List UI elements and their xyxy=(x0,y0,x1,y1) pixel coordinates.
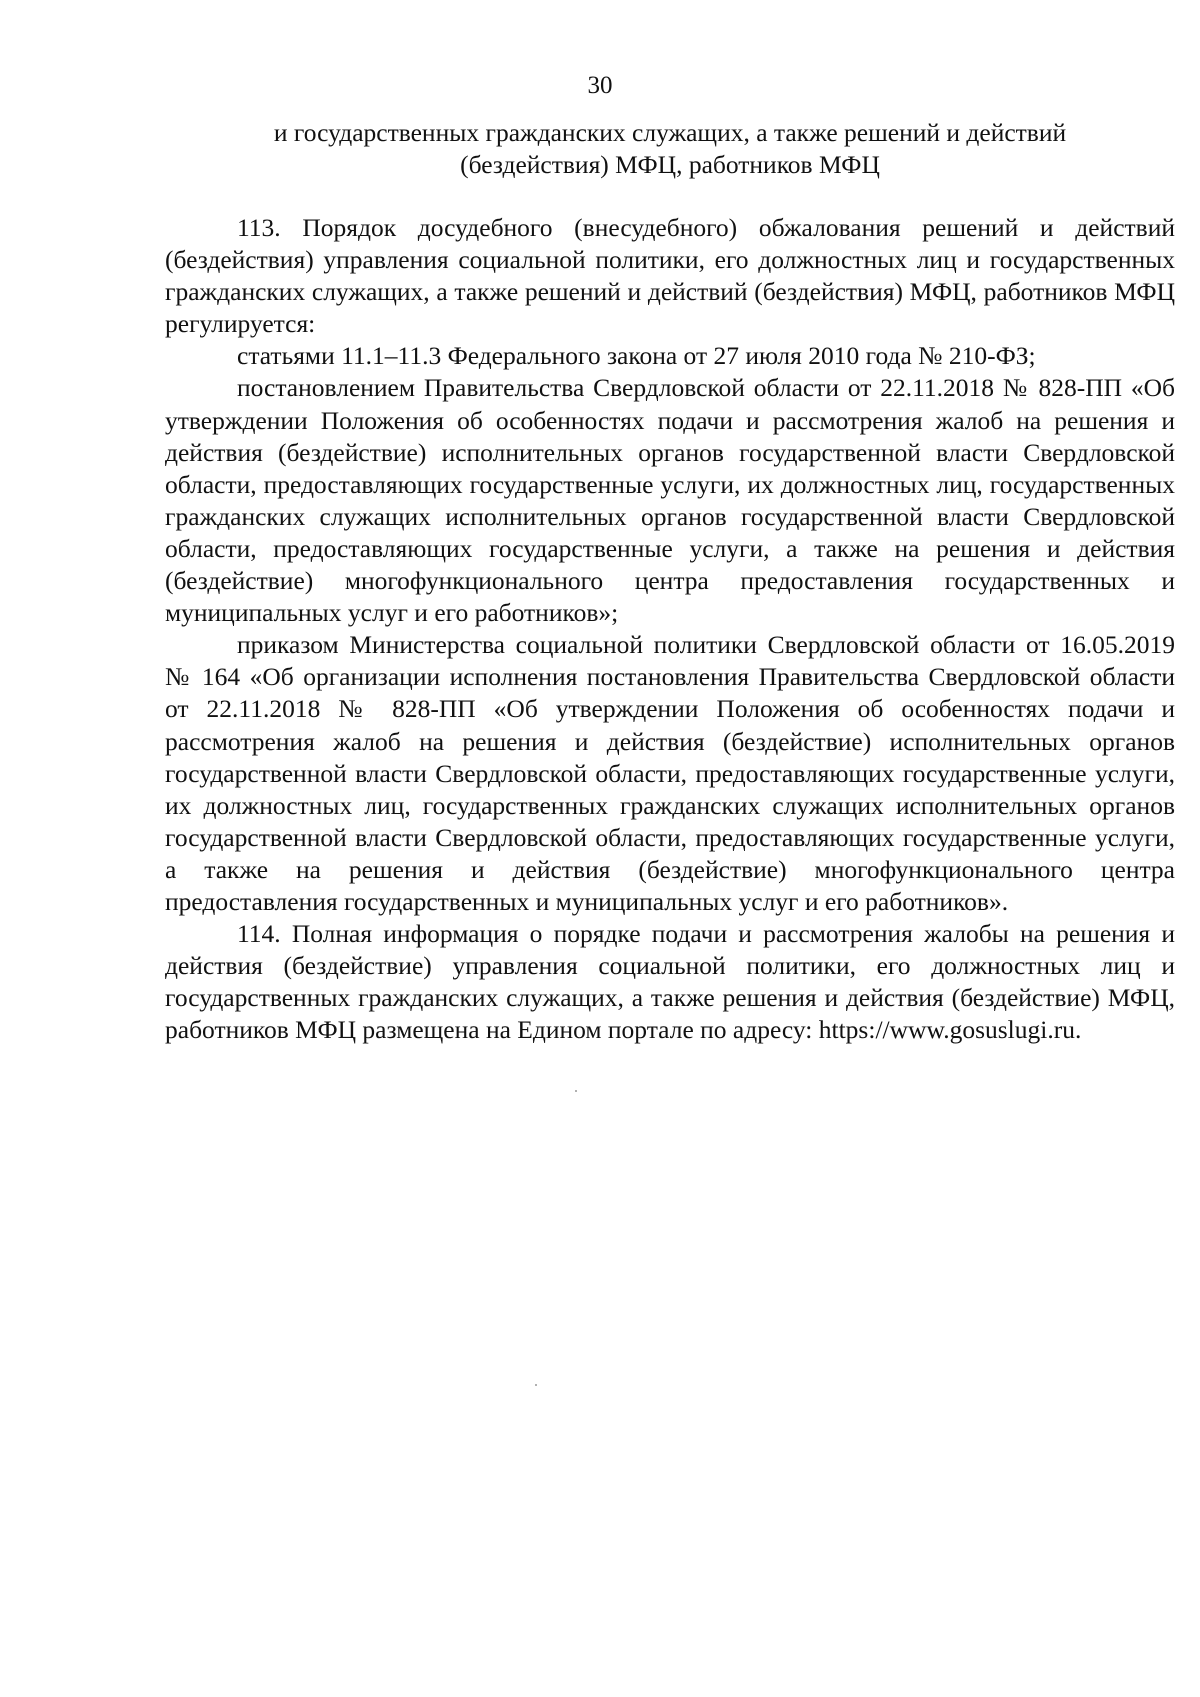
page-number: 30 xyxy=(587,72,613,99)
heading-line-1: и государственных гражданских служащих, а также решений и действий xyxy=(273,118,1067,147)
paragraph-114: 114. Полная информация о порядке подачи и рассмотрения жалобы на решения и действия (бездействие) управления социальной политики, его должностных лиц и государственных гражданских служащих, а также решения и действия (бездействие) МФЦ, работников МФЦ размещена на Едином портале по адресу: https://www.gosuslugi.ru. xyxy=(165,919,1175,1045)
scan-speck xyxy=(575,1090,577,1092)
paragraph-113: 113. Порядок досудебного (внесудебного) обжалования решений и действий (бездействия) управления социальной политики, его должностных лиц и государственных гражданских служащих, а также решений и действий (бездействия) МФЦ, работников МФЦ регулируется: xyxy=(165,213,1175,339)
section-heading xyxy=(165,117,1175,181)
heading-line-2: (бездействия) МФЦ, работников МФЦ xyxy=(460,150,880,179)
paragraph-government-resolution: постановлением Правительства Свердловской области от 22.11.2018 № 828-ПП «Об утверждении Положения об особенностях подачи и рассмотрения жалоб на решения и действия (бездействие) исполнительных органов государственной власти Свердловской области, предоставляющих государственные услуги, их должностных лиц, государственных гражданских служащих исполнительных органов государственной власти Свердловской области, предоставляющих государственные услуги, а также на решения и действия (бездействие) многофункционального центра предоставления государственных и муниципальных услуг и его работников»; xyxy=(165,373,1175,628)
paragraph-federal-law: статьями 11.1–11.3 Федерального закона от 27 июля 2010 года № 210-ФЗ; xyxy=(237,341,1036,371)
scan-speck xyxy=(535,1384,537,1386)
document-body xyxy=(165,212,1175,1046)
paragraph-ministry-order: приказом Министерства социальной политики Свердловской области от 16.05.2019 № 164 «Об организации исполнения постановления Правительства Свердловской области от 22.11.2018 № 828-ПП «Об утверждении Положения об особенностях подачи и рассмотрения жалоб на решения и действия (бездействие) исполнительных органов государственной власти Свердловской области, предоставляющих государственные услуги, их должностных лиц, государственных гражданских служащих исполнительных органов государственной власти Свердловской области, предоставляющих государственные услуги, а также на решения и действия (бездействие) многофункционального центра предоставления государственных и муниципальных услуг и его работников». xyxy=(165,630,1175,916)
